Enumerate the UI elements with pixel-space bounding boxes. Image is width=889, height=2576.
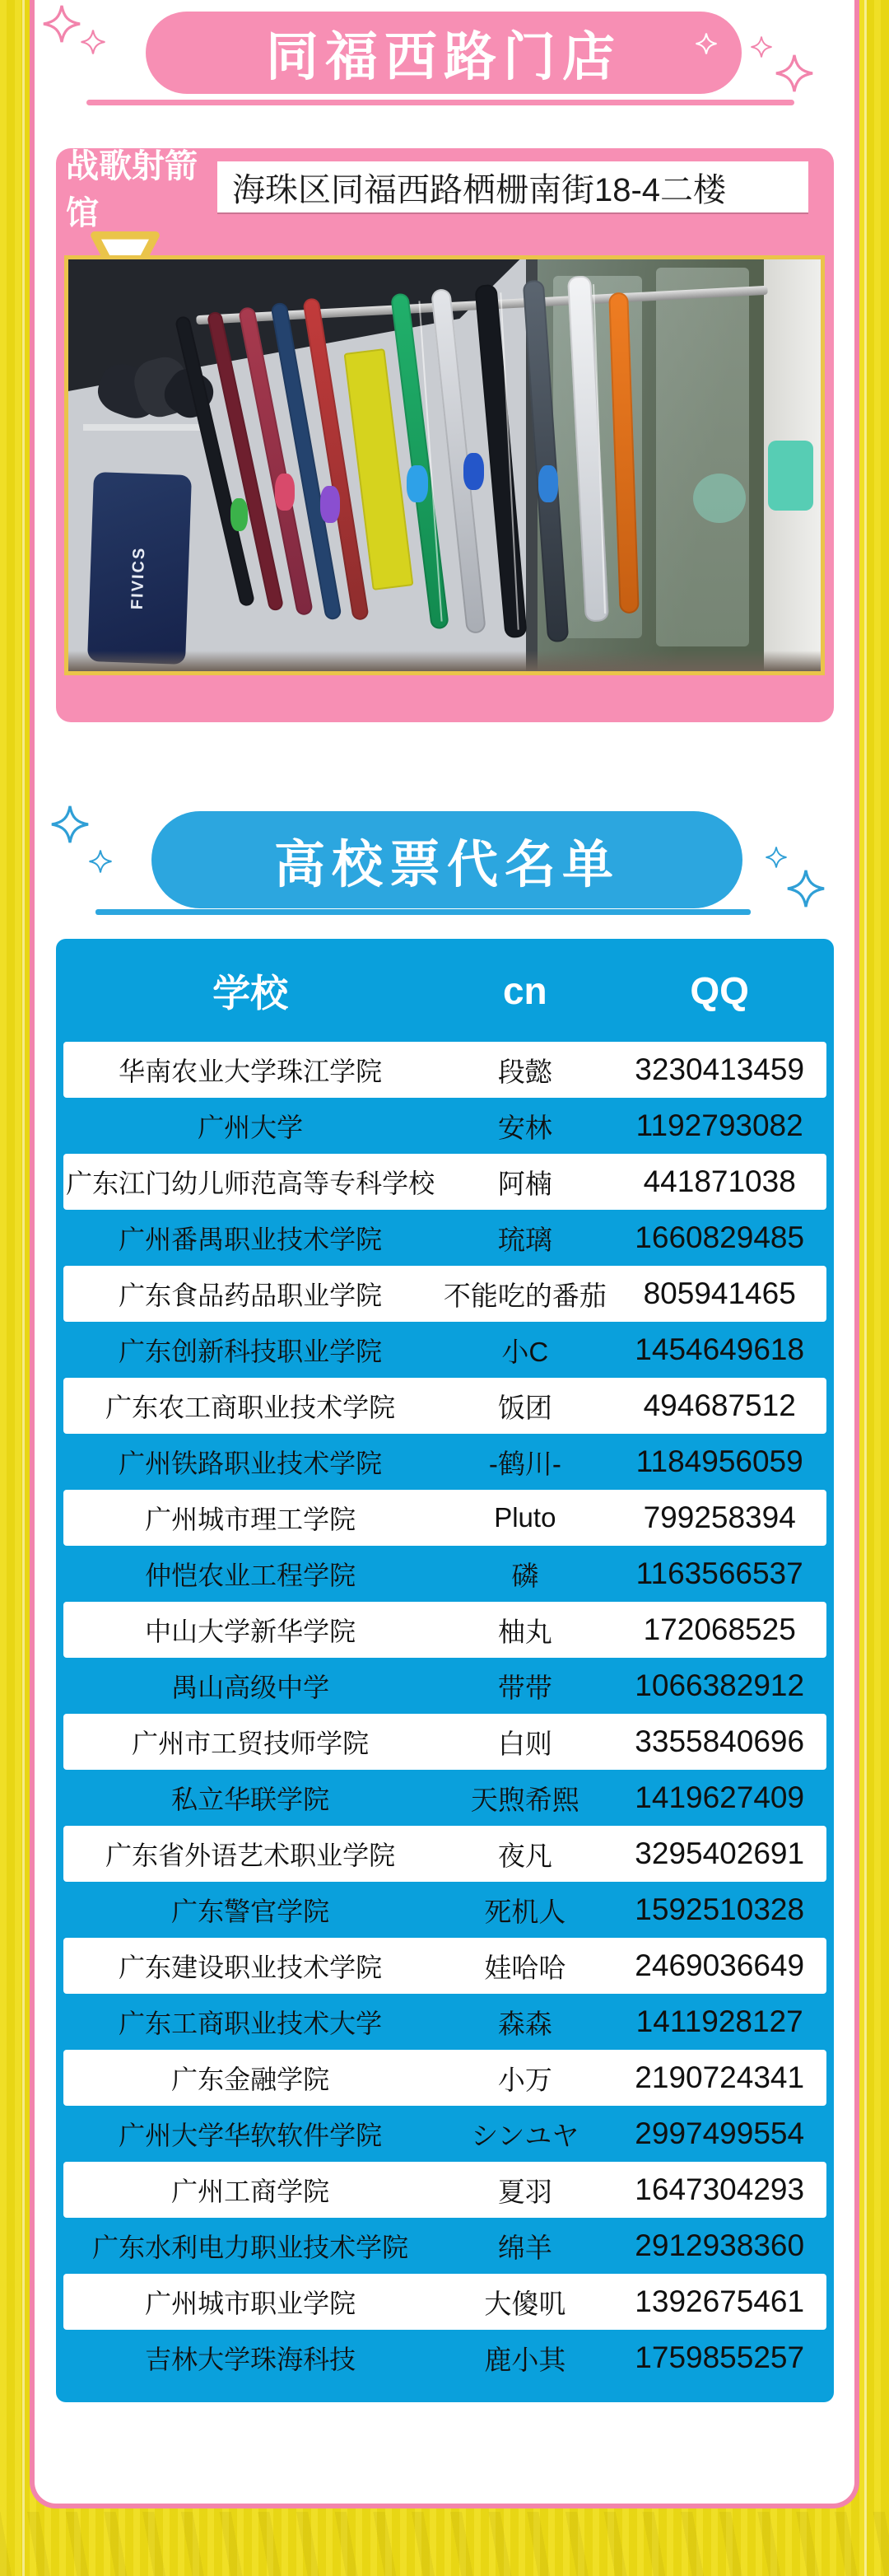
riser-shape — [275, 474, 295, 511]
cn-cell: 大傻叽 — [484, 2288, 566, 2319]
qq-cell: 2190724341 — [635, 2060, 805, 2094]
riser-shape — [230, 498, 249, 531]
school-cell: 广东警官学院 — [171, 1897, 330, 1926]
right-edge-highlight — [864, 0, 867, 2576]
table-row — [63, 1994, 826, 2050]
school-cell: 广东工商职业技术大学 — [119, 2009, 383, 2038]
qq-cell: 3295402691 — [635, 1836, 805, 1870]
sparkle-icon — [751, 36, 772, 58]
cn-cell: 小C — [501, 1336, 549, 1367]
qq-cell: 799258394 — [643, 1500, 796, 1534]
table-row — [63, 1042, 826, 1098]
store-banner-underline — [86, 100, 794, 105]
bow-bag-brand-text: FIVICS — [128, 545, 150, 610]
cn-cell: 带带 — [497, 1672, 552, 1703]
qq-cell: 172068525 — [643, 1612, 796, 1646]
store-name-label — [66, 148, 216, 231]
table-row — [63, 1546, 826, 1602]
store-banner-label: 同福西路门店 — [266, 27, 621, 86]
cn-cell: 小万 — [497, 2064, 552, 2095]
riser-shape — [538, 465, 558, 502]
left-edge-highlight — [22, 0, 25, 2576]
photo-grip-tape — [768, 441, 813, 511]
cn-cell: 绵羊 — [497, 2232, 552, 2263]
content-panel — [30, 0, 859, 2508]
cn-cell: 夏羽 — [497, 2176, 552, 2207]
school-cell: 广州铁路职业技术学院 — [119, 1449, 383, 1478]
cn-cell: 饭团 — [497, 1392, 552, 1423]
store-card — [56, 148, 834, 722]
school-cell: 仲恺农业工程学院 — [145, 1561, 356, 1590]
qq-cell: 1411928127 — [635, 2004, 803, 2038]
table-row — [63, 1770, 826, 1826]
school-cell: 广州城市职业学院 — [145, 2289, 356, 2318]
cn-cell: 天煦希熙 — [470, 1784, 579, 1815]
qq-cell: 1759855257 — [635, 2340, 805, 2374]
school-cell: 广东金融学院 — [171, 2065, 330, 2094]
agent-table — [56, 939, 834, 2402]
school-cell: 广州工商学院 — [171, 2177, 330, 2206]
qq-cell: 2997499554 — [635, 2116, 805, 2150]
agent-table-rows — [56, 1042, 834, 2386]
riser-shape — [320, 486, 340, 523]
school-cell: 华南农业大学珠江学院 — [119, 1057, 383, 1086]
school-cell: 广东江门幼儿师范高等专科学校 — [66, 1169, 435, 1198]
qq-cell: 441871038 — [643, 1164, 796, 1198]
cn-cell: 琉璃 — [497, 1224, 552, 1255]
cn-cell: 鹿小其 — [484, 2344, 566, 2375]
school-cell: 广东建设职业技术学院 — [119, 1953, 383, 1982]
store-banner — [146, 12, 742, 94]
section-banner-label: 高校票代名单 — [273, 836, 620, 894]
qq-cell: 494687512 — [643, 1388, 796, 1422]
school-cell: 广东创新科技职业学院 — [119, 1337, 383, 1366]
qq-cell: 1592510328 — [635, 1892, 805, 1926]
store-address — [217, 161, 808, 212]
school-cell: 广州市工贸技师学院 — [132, 1729, 370, 1758]
bow-bag — [87, 472, 192, 665]
qq-cell: 1647304293 — [635, 2172, 805, 2206]
table-row — [63, 2274, 826, 2330]
cn-cell: Pluto — [494, 1502, 556, 1533]
store-address-text: 海珠区同福西路栖栅南街18-4二楼 — [232, 171, 727, 208]
table-row — [63, 1434, 826, 1490]
store-name-text: 战歌射箭馆 — [66, 148, 198, 231]
table-row — [63, 2050, 826, 2106]
cn-cell: 不能吃的番茄 — [443, 1280, 607, 1311]
riser-shape — [407, 465, 428, 502]
cn-cell: シンユヤ — [471, 2120, 579, 2151]
photo-shelf — [83, 424, 203, 431]
school-cell: 广州番禺职业技术学院 — [119, 1225, 383, 1254]
sparkle-icon — [696, 33, 717, 54]
cn-cell: 段懿 — [497, 1056, 552, 1087]
school-cell: 广东水利电力职业技术学院 — [92, 2233, 409, 2262]
header-cn: cn — [502, 968, 547, 1012]
cn-cell: -鹤川- — [488, 1448, 561, 1479]
qq-cell: 2469036649 — [635, 1948, 805, 1982]
qq-cell: 1184956059 — [635, 1444, 803, 1478]
sparkle-icon — [51, 805, 89, 843]
school-cell: 吉林大学珠海科技 — [145, 2345, 356, 2374]
qq-cell: 1066382912 — [635, 1668, 805, 1702]
sparkle-icon — [766, 847, 787, 868]
school-cell: 广东食品药品职业学院 — [119, 1281, 383, 1310]
header-qq: QQ — [690, 968, 749, 1012]
table-row — [63, 1714, 826, 1770]
photo-floor — [68, 651, 821, 671]
table-row — [63, 1098, 826, 1154]
school-cell: 广东农工商职业技术学院 — [105, 1393, 396, 1422]
sparkle-icon — [775, 54, 813, 92]
qq-cell: 2912938360 — [635, 2228, 805, 2262]
bottom-watermark — [0, 2512, 889, 2576]
table-row — [63, 1154, 826, 1210]
sparkle-icon — [43, 5, 81, 43]
cn-cell: 安林 — [497, 1112, 552, 1143]
school-cell: 广东省外语艺术职业学院 — [105, 1841, 396, 1870]
riser-shape — [463, 453, 485, 490]
table-row — [63, 1490, 826, 1546]
table-row — [63, 1378, 826, 1434]
school-cell: 广州大学华软软件学院 — [119, 2121, 383, 2150]
photo-target-sticker — [693, 474, 746, 523]
school-cell: 私立华联学院 — [171, 1785, 330, 1814]
qq-cell: 3230413459 — [635, 1052, 805, 1086]
table-row — [63, 1938, 826, 1994]
qq-cell: 1454649618 — [635, 1332, 805, 1366]
qq-cell: 1163566537 — [635, 1556, 803, 1590]
table-row — [63, 2162, 826, 2218]
sparkle-icon — [81, 30, 105, 54]
qq-cell: 1192793082 — [635, 1108, 803, 1142]
table-row — [63, 1210, 826, 1266]
table-row — [63, 1322, 826, 1378]
cn-cell: 白则 — [497, 1728, 552, 1759]
section-banner-underline — [95, 909, 751, 915]
table-row — [63, 1826, 826, 1882]
table-row — [63, 1602, 826, 1658]
table-row — [63, 2218, 826, 2274]
qq-cell: 1392675461 — [635, 2284, 805, 2318]
qq-cell: 1660829485 — [635, 1220, 805, 1254]
sparkle-icon — [89, 850, 112, 873]
school-cell: 广州城市理工学院 — [145, 1505, 356, 1534]
cn-cell: 娃哈哈 — [484, 1952, 566, 1983]
table-row — [63, 1658, 826, 1714]
school-cell: 禺山高级中学 — [171, 1673, 330, 1702]
header-school: 学校 — [212, 971, 289, 1015]
sparkle-icon — [787, 870, 825, 908]
qq-cell: 3355840696 — [635, 1724, 805, 1758]
school-cell: 广州大学 — [198, 1113, 304, 1142]
cn-cell: 磷 — [511, 1560, 539, 1591]
cn-cell: 柚丸 — [497, 1616, 552, 1647]
table-header — [56, 939, 834, 1042]
table-row — [63, 1266, 826, 1322]
cn-cell: 森森 — [497, 2008, 552, 2039]
section-banner — [151, 811, 742, 908]
store-photo — [64, 255, 825, 675]
cn-cell: 阿楠 — [497, 1168, 552, 1199]
table-row — [63, 2106, 826, 2162]
cn-cell: 死机人 — [484, 1896, 566, 1927]
cn-cell: 夜凡 — [497, 1840, 552, 1871]
qq-cell: 805941465 — [643, 1276, 796, 1310]
table-row — [63, 2330, 826, 2386]
table-row — [63, 1882, 826, 1938]
qq-cell: 1419627409 — [635, 1780, 805, 1814]
school-cell: 中山大学新华学院 — [145, 1617, 356, 1646]
